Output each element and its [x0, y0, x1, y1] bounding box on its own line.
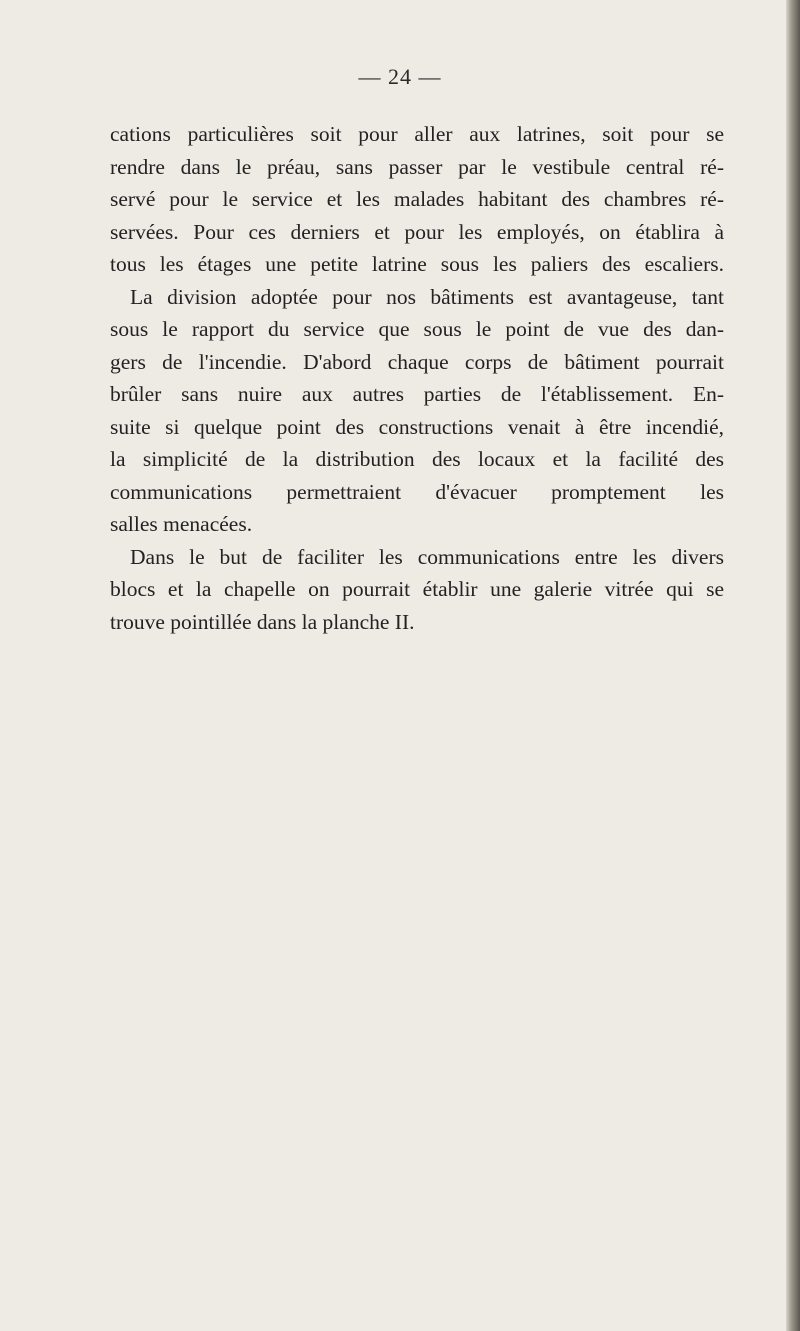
text-line: trouve pointillée dans la planche II.	[110, 609, 415, 634]
text-line: sous le rapport du service que sous le point de vue des dan-	[110, 317, 724, 341]
text-line: rendre dans le préau, sans passer par le vestibule central ré-	[110, 154, 724, 179]
text-line: blocs et la chapelle on pourrait établir une galerie vitrée qui se	[110, 577, 724, 601]
text-line: brûler sans nuire aux autres parties de l'établissement. En-	[110, 382, 724, 406]
page-edge-shadow	[786, 0, 800, 1331]
text-line: gers de l'incendie. D'abord chaque corps de bâtiment pourrait	[110, 349, 724, 374]
body-text	[110, 118, 724, 638]
text-line: salles menacées.	[110, 512, 253, 536]
text-line: servé pour le service et les malades habitant des chambres ré-	[110, 187, 724, 211]
text-line: communications permettraient d'évacuer promptement les	[110, 479, 724, 504]
text-line: tous les étages une petite latrine sous les paliers des escaliers.	[110, 252, 724, 276]
text-line: servées. Pour ces derniers et pour les employés, on établira à	[110, 219, 724, 244]
text-line: la simplicité de la distribution des locaux et la facilité des	[110, 447, 724, 471]
text-line: cations particulières soit pour aller aux latrines, soit pour se	[110, 122, 724, 146]
text-line: La division adoptée pour nos bâtiments est avantageuse, tant	[130, 284, 724, 309]
page-number: — 24 —	[358, 64, 442, 89]
text-line: suite si quelque point des constructions venait à être incendié,	[110, 414, 724, 439]
text-line: Dans le but de faciliter les communications entre les divers	[130, 544, 724, 569]
